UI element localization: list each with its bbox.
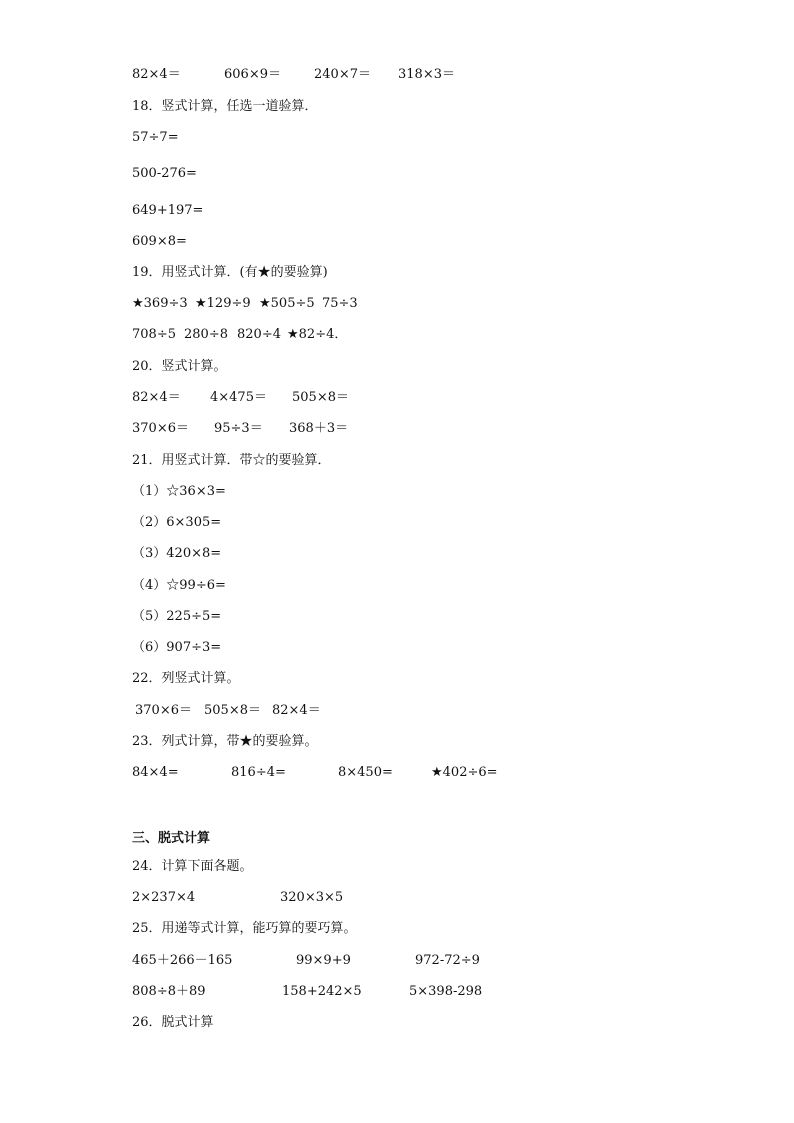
expression: 158+242×5 [282,984,362,999]
expression: ★369÷3 [132,296,188,311]
expression: 609×8= [132,234,187,249]
expression: 500-276= [132,166,197,181]
expression: 320×3×5 [280,890,344,905]
expression: 649+197= [132,203,204,218]
question-heading: 18．竖式计算，任选一道验算． [132,99,318,114]
expression: 816÷4= [231,765,286,780]
expression: 240×7＝ [314,67,371,82]
question-heading: 20．竖式计算。 [132,359,227,374]
section-heading: 三、脱式计算 [132,831,211,846]
expression: 318×3＝ [398,67,455,82]
expression: ★129÷9 [195,296,251,311]
expression: 465＋266－165 [132,953,233,968]
expression: （5）225÷5= [132,609,222,624]
question-heading: 24．计算下面各题。 [132,859,253,874]
expression: 505×8＝ [292,390,349,405]
expression: 505×8＝ [204,703,261,718]
expression: （3）420×8= [132,546,222,561]
expression: 972-72÷9 [415,953,480,968]
expression: 280÷8 [184,327,228,342]
expression: 808÷8＋89 [132,984,206,999]
expression: 708÷5 [132,327,176,342]
question-heading: 23．列式计算，带★的要验算。 [132,734,318,749]
expression: （4）☆99÷6= [132,578,226,593]
expression: 82×4＝ [132,390,181,405]
expression: 5×398-298 [409,984,483,999]
question-heading: 19．用竖式计算．(有★的要验算) [132,265,328,280]
expression: 82×4＝ [272,703,321,718]
expression: 368＋3＝ [289,421,349,436]
expression: 99×9+9 [296,953,351,968]
question-heading: 22．列竖式计算。 [132,671,240,686]
question-heading: 26．脱式计算 [132,1015,214,1030]
expression: 75÷3 [322,296,358,311]
expression: ★505÷5 [259,296,315,311]
question-heading: 25．用递等式计算，能巧算的要巧算。 [132,921,357,936]
expression: 606×9＝ [224,67,281,82]
expression: 370×6＝ [132,421,189,436]
expression: （6）907÷3= [132,640,222,655]
expression: 2×237×4 [132,890,196,905]
expression: 820÷4 [237,327,281,342]
expression: 84×4= [132,765,179,780]
expression: 95÷3＝ [214,421,263,436]
expression: ★82÷4． [287,327,348,342]
expression: （2）6×305= [132,515,222,530]
expression: 370×6＝ [135,703,192,718]
question-heading: 21．用竖式计算．带☆的要验算． [132,453,331,468]
expression: 82×4＝ [132,67,181,82]
expression: ★402÷6= [431,765,498,780]
expression: 4×475＝ [210,390,267,405]
expression: 57÷7= [132,130,179,145]
expression: 8×450= [338,765,393,780]
expression: （1）☆36×3= [132,484,226,499]
